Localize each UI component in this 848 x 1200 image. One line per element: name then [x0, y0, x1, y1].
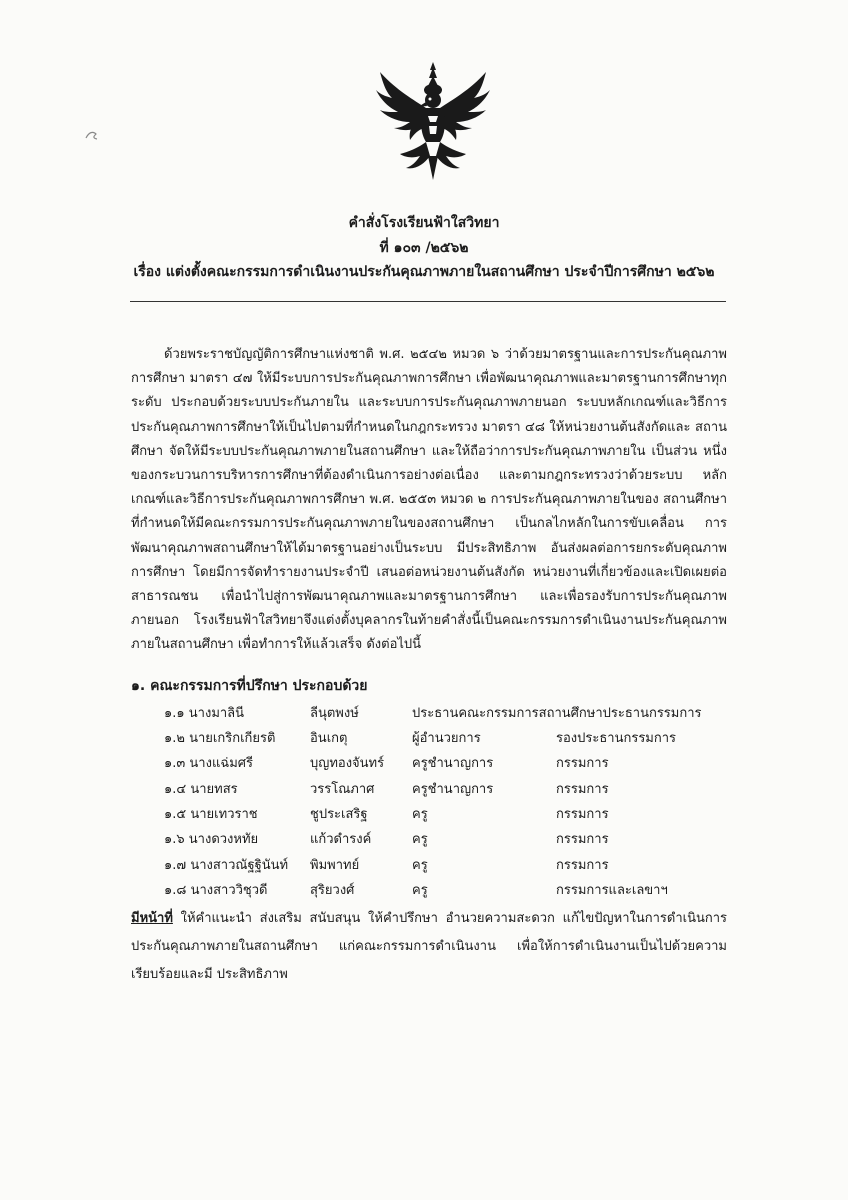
duty-label: มีหน้าที่ [131, 911, 173, 926]
member-role: กรรมการ [556, 832, 609, 847]
member-position: ครูชำนาญการ [412, 782, 494, 797]
member-surname: บุญทองจันทร์ [310, 756, 385, 771]
member-surname: วรรโณภาศ [310, 782, 375, 797]
order-subject: เรื่อง แต่งตั้งคณะกรรมการดำเนินงานประกันคุณภาพภายในสถานศึกษา ประจำปีการศึกษา ๒๕๖๒ [133, 264, 715, 280]
member-role: กรรมการ [556, 807, 609, 822]
preamble-paragraph: ด้วยพระราชบัญญัติการศึกษาแห่งชาติ พ.ศ. ๒๕๔๒ หมวด ๖ ว่าด้วยมาตรฐานและการประกันคุณภาพ การศึกษา มาตรา ๔๗ ให้มีระบบการประกันคุณภาพการศึกษา เพื่อพัฒนาคุณภาพและมาตรฐานการศึกษาทุก ระดับ ประกอบด้วยระบบประกันภายใน และระบบการประกันคุณภาพภายนอก ระบบหลักเกณฑ์และวิธีการ ประกันคุณภาพการศึกษาให้เป็นไปตามที่กำหนดในกฎกระทรวง มาตรา ๔๘ ให้หน่วยงานต้นสังกัดและ สถานศึกษา จัดให้มีระบบประกันคุณภาพภายในสถานศึกษา และให้ถือว่าการประกันคุณภาพภายใน เป็นส่วน หนึ่งของกระบวนการบริหารการศึกษาที่ต้องดำเนินการอย่างต่อเนื่อง และตามกฎกระทรวงว่าด้วยระบบ หลักเกณฑ์และวิธีการประกันคุณภาพการศึกษา พ.ศ. ๒๕๕๓ หมวด ๒ การประกันคุณภาพภายในของ สถานศึกษาที่กำหนดให้มีคณะกรรมการประกันคุณภาพภายในของสถานศึกษา เป็นกลไกหลักในการขับเคลื่อน การพัฒนาคุณภาพสถานศึกษาให้ได้มาตรฐานอย่างเป็นระบบ มีประสิทธิภาพ อันส่งผลต่อการยกระดับคุณภาพ การศึกษา โดยมีการจัดทำรายงานประจำปี เสนอต่อหน่วยงานต้นสังกัด หน่วยงานที่เกี่ยวข้องและเปิดเผยต่อ สาธารณชน เพื่อนำไปสู่การพัฒนาคุณภาพและมาตรฐานการศึกษา และเพื่อรองรับการประกันคุณภาพภายนอก โรงเรียนฟ้าใสวิทยาจึงแต่งตั้งบุคลากรในท้ายคำสั่งนี้เป็นคณะกรรมการดำเนินงานประกันคุณภาพภายในสถานศึกษา เพื่อทำการให้แล้วเสร็จ ดังต่อไปนี้ [131, 347, 727, 653]
member-no-name: ๑.๑ นางมาลินี [164, 706, 245, 721]
member-position: ครูชำนาญการ [412, 756, 494, 771]
member-surname: สุริยวงศ์ [310, 883, 355, 898]
member-surname: ลีนุตพงษ์ [310, 706, 359, 721]
member-position: ประธานคณะกรรมการสถานศึกษาประธานกรรมการ [412, 706, 702, 721]
member-position: ครู [412, 883, 428, 898]
duty-text: ให้คำแนะนำ ส่งเสริม สนับสนุน ให้คำปรึกษา อำนวยความสะดวก แก้ไขปัญหาในการดำเนินการประกันคุณภาพภายในสถานศึกษา แก่คณะกรรมการดำเนินงาน เพื่อให้การดำเนินงานเป็นไปด้วยความเรียบร้อยและมี ประสิทธิภาพ [131, 911, 727, 982]
member-row [0, 855, 848, 877]
member-surname: พิมพาทย์ [310, 858, 360, 873]
member-row [0, 753, 848, 775]
member-surname: อินเกตุ [310, 731, 348, 746]
member-no-name: ๑.๓ นางแฉ่มศรี [164, 756, 253, 771]
member-surname: ชูประเสริฐ [310, 807, 368, 822]
member-position: ครู [412, 858, 428, 873]
member-no-name: ๑.๘ นางสาววิชุวดี [164, 883, 268, 898]
member-position: ผู้อำนวยการ [412, 731, 481, 746]
member-row [0, 728, 848, 750]
member-row [0, 880, 848, 902]
member-row [0, 703, 848, 725]
member-surname: แก้วดำรงค์ [310, 832, 372, 847]
section-title: ๑. คณะกรรมการที่ปรึกษา ประกอบด้วย [131, 678, 368, 694]
member-role: กรรมการและเลขาฯ [556, 883, 668, 898]
member-no-name: ๑.๕ นายเทวราช [164, 807, 258, 822]
member-row [0, 829, 848, 851]
header-divider [130, 301, 726, 302]
garuda-emblem-icon [374, 60, 492, 182]
member-role: รองประธานกรรมการ [556, 731, 677, 746]
member-position: ครู [412, 832, 428, 847]
member-no-name: ๑.๗ นางสาวณัฐฐินันท์ [164, 858, 289, 873]
member-no-name: ๑.๔ นายทสร [164, 782, 238, 797]
member-row [0, 804, 848, 826]
member-no-name: ๑.๒ นายเกริกเกียรติ [164, 731, 276, 746]
member-role: กรรมการ [556, 756, 609, 771]
member-role: กรรมการ [556, 782, 609, 797]
member-row [0, 779, 848, 801]
member-position: ครู [412, 807, 428, 822]
order-title: คำสั่งโรงเรียนฟ้าใสวิทยา [348, 215, 500, 231]
member-role: กรรมการ [556, 858, 609, 873]
order-number: ที่ ๑๐๓ /๒๕๖๒ [379, 240, 469, 256]
member-no-name: ๑.๖ นางดวงหทัย [164, 832, 259, 847]
pen-mark-icon [84, 128, 102, 142]
duty-paragraph [131, 905, 727, 989]
